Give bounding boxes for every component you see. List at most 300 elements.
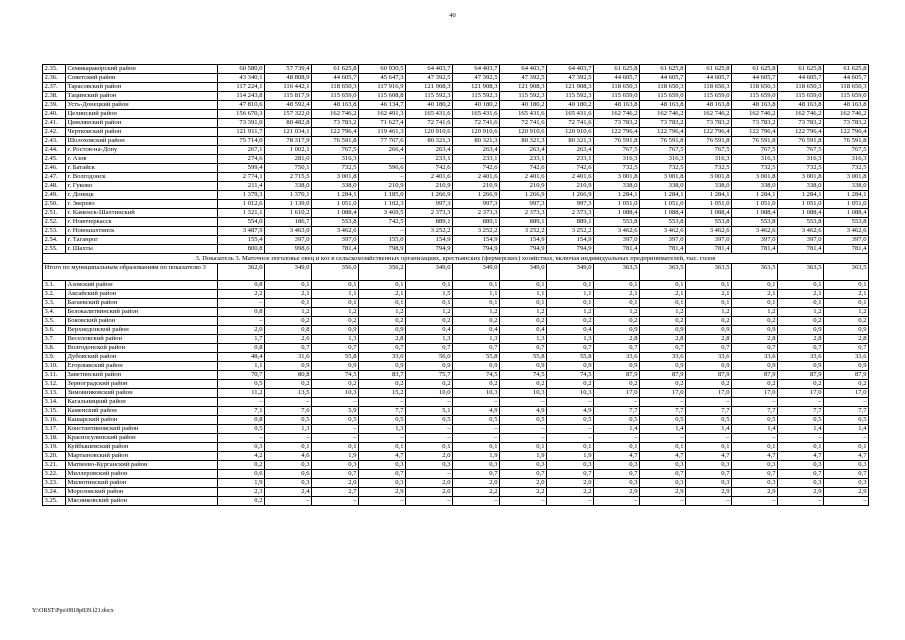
total-value-cell: 363,5 bbox=[640, 264, 686, 281]
value-cell: 7,7 bbox=[359, 407, 406, 416]
value-cell: 48 163,8 bbox=[640, 101, 686, 110]
value-cell: 0,1 bbox=[732, 443, 778, 452]
value-cell: 0,2 bbox=[500, 380, 547, 389]
value-cell: 118 650,3 bbox=[640, 83, 686, 92]
value-cell: 162 491,3 bbox=[359, 110, 406, 119]
value-cell: 4,7 bbox=[640, 452, 686, 461]
value-cell: 0,3 bbox=[732, 461, 778, 470]
value-cell: 233,1 bbox=[453, 155, 500, 164]
value-cell: – bbox=[547, 425, 594, 434]
value-cell: 162 746,2 bbox=[778, 110, 824, 119]
total-value-cell: 349,0 bbox=[453, 264, 500, 281]
value-cell: 1,2 bbox=[778, 308, 824, 317]
value-cell: 0,5 bbox=[359, 416, 406, 425]
table-block-indicator-3 bbox=[43, 281, 869, 506]
table-row bbox=[43, 407, 869, 416]
value-cell: 0,1 bbox=[453, 299, 500, 308]
value-cell: 17,0 bbox=[594, 389, 640, 398]
value-cell: 889,1 bbox=[547, 218, 594, 227]
value-cell: 2,2 bbox=[500, 488, 547, 497]
value-cell: 1 321,1 bbox=[218, 209, 265, 218]
row-name: Усть-Донецкий район bbox=[66, 101, 218, 110]
value-cell: 4,7 bbox=[686, 452, 732, 461]
footer-file-path: Y:\ORST\Ppo\0818p839.f21.docx bbox=[32, 608, 114, 614]
value-cell: 0,5 bbox=[686, 416, 732, 425]
value-cell: 64 403,7 bbox=[500, 65, 547, 74]
value-cell: 0,5 bbox=[265, 416, 312, 425]
row-name: Шолоховский район bbox=[66, 137, 218, 146]
row-code: 2.50. bbox=[43, 200, 66, 209]
value-cell: 767,5 bbox=[778, 146, 824, 155]
value-cell: 2,1 bbox=[732, 290, 778, 299]
value-cell: – bbox=[218, 398, 265, 407]
value-cell: 115 659,0 bbox=[732, 92, 778, 101]
value-cell: 553,8 bbox=[778, 218, 824, 227]
row-code: 2.46. bbox=[43, 164, 66, 173]
value-cell: 316,3 bbox=[824, 155, 869, 164]
row-code: 2.38. bbox=[43, 92, 66, 101]
value-cell: 0,2 bbox=[453, 380, 500, 389]
value-cell: 118 650,3 bbox=[594, 83, 640, 92]
value-cell: 10,3 bbox=[453, 389, 500, 398]
value-cell: 55,8 bbox=[547, 353, 594, 362]
value-cell: 2,9 bbox=[359, 488, 406, 497]
value-cell: 0,9 bbox=[686, 326, 732, 335]
value-cell: 0,2 bbox=[594, 380, 640, 389]
value-cell: 0,2 bbox=[500, 317, 547, 326]
value-cell: 0,2 bbox=[453, 317, 500, 326]
value-cell: 0,2 bbox=[265, 380, 312, 389]
value-cell: 0,1 bbox=[594, 443, 640, 452]
value-cell: 338,0 bbox=[824, 182, 869, 191]
value-cell: 889,1 bbox=[453, 218, 500, 227]
value-cell: 186,7 bbox=[265, 218, 312, 227]
value-cell: – bbox=[732, 398, 778, 407]
value-cell: 210,9 bbox=[406, 182, 453, 191]
value-cell: 60 930,5 bbox=[359, 65, 406, 74]
value-cell: 397,0 bbox=[265, 236, 312, 245]
value-cell: 121 908,3 bbox=[453, 83, 500, 92]
value-cell: 2,3 bbox=[218, 488, 265, 497]
table-row bbox=[43, 470, 869, 479]
value-cell: 0,3 bbox=[824, 479, 869, 488]
row-code: 2.47. bbox=[43, 173, 66, 182]
value-cell: 115 659,0 bbox=[594, 92, 640, 101]
value-cell: 115 817,9 bbox=[265, 92, 312, 101]
table-row bbox=[43, 155, 869, 164]
row-code: 3.12. bbox=[43, 380, 66, 389]
value-cell: 767,5 bbox=[686, 146, 732, 155]
row-code: 2.41. bbox=[43, 119, 66, 128]
value-cell: 117 916,9 bbox=[359, 83, 406, 92]
table-row bbox=[43, 317, 869, 326]
value-cell: 0,3 bbox=[265, 479, 312, 488]
value-cell: 47 392,5 bbox=[453, 74, 500, 83]
value-cell: 210,9 bbox=[500, 182, 547, 191]
value-cell: – bbox=[218, 317, 265, 326]
table-row bbox=[43, 227, 869, 236]
row-code: 3.24. bbox=[43, 488, 66, 497]
value-cell: 998,6 bbox=[265, 245, 312, 254]
value-cell: 0,6 bbox=[265, 470, 312, 479]
value-cell: 0,4 bbox=[406, 326, 453, 335]
row-name: г. Новочеркасск bbox=[66, 218, 218, 227]
table-row bbox=[43, 182, 869, 191]
value-cell: 162 746,2 bbox=[640, 110, 686, 119]
value-cell: 0,8 bbox=[218, 281, 265, 290]
row-code: 3.14. bbox=[43, 398, 66, 407]
value-cell: 117 224,1 bbox=[218, 83, 265, 92]
value-cell: 397,0 bbox=[778, 236, 824, 245]
value-cell: 118 650,3 bbox=[824, 83, 869, 92]
value-cell: 76 591,8 bbox=[824, 137, 869, 146]
value-cell: 0,1 bbox=[359, 281, 406, 290]
value-cell: 0,2 bbox=[312, 317, 359, 326]
row-code: 2.43. bbox=[43, 137, 66, 146]
value-cell: 1,3 bbox=[359, 425, 406, 434]
value-cell: 0,1 bbox=[547, 443, 594, 452]
value-cell: 553,8 bbox=[640, 218, 686, 227]
row-name: Константиновский район bbox=[66, 425, 218, 434]
value-cell: 2,0 bbox=[406, 479, 453, 488]
value-cell: 7,1 bbox=[218, 407, 265, 416]
value-cell: 48 163,8 bbox=[732, 101, 778, 110]
value-cell: 0,9 bbox=[732, 362, 778, 371]
row-name: Матвеево-Курганский район bbox=[66, 461, 218, 470]
table-row bbox=[43, 245, 869, 254]
value-cell: – bbox=[406, 497, 453, 506]
value-cell: 0,1 bbox=[265, 443, 312, 452]
value-cell: 0,5 bbox=[218, 380, 265, 389]
value-cell: 4,7 bbox=[824, 452, 869, 461]
value-cell: 1 088,4 bbox=[778, 209, 824, 218]
value-cell: 0,1 bbox=[453, 443, 500, 452]
value-cell: 87,9 bbox=[732, 371, 778, 380]
value-cell: 1 051,0 bbox=[312, 200, 359, 209]
value-cell: 2,9 bbox=[640, 488, 686, 497]
value-cell: 64 403,7 bbox=[547, 65, 594, 74]
value-cell: 0,3 bbox=[824, 461, 869, 470]
value-cell: – bbox=[312, 497, 359, 506]
value-cell: 553,8 bbox=[686, 218, 732, 227]
value-cell: 118 650,3 bbox=[686, 83, 732, 92]
table-row bbox=[43, 380, 869, 389]
value-cell: 0,3 bbox=[640, 461, 686, 470]
value-cell: 596,6 bbox=[359, 164, 406, 173]
value-cell: 43 340,1 bbox=[218, 74, 265, 83]
row-code: 2.45. bbox=[43, 155, 66, 164]
value-cell: 2,4 bbox=[265, 488, 312, 497]
table-row bbox=[43, 281, 869, 290]
value-cell: 2,9 bbox=[686, 488, 732, 497]
value-cell: 338,0 bbox=[265, 182, 312, 191]
table-row bbox=[43, 461, 869, 470]
value-cell: 997,3 bbox=[500, 200, 547, 209]
table-row bbox=[43, 362, 869, 371]
value-cell: 338,0 bbox=[312, 182, 359, 191]
value-cell: 4,7 bbox=[594, 452, 640, 461]
value-cell: 165 431,6 bbox=[406, 110, 453, 119]
row-name: г. Волгодонск bbox=[66, 173, 218, 182]
value-cell: 1 012,6 bbox=[218, 200, 265, 209]
value-cell: 154,9 bbox=[453, 236, 500, 245]
value-cell: 0,9 bbox=[312, 362, 359, 371]
value-cell: – bbox=[453, 497, 500, 506]
value-cell: 3 462,6 bbox=[686, 227, 732, 236]
total-value-cell: 363,5 bbox=[686, 264, 732, 281]
value-cell: 0,3 bbox=[312, 461, 359, 470]
row-name: Кагальницкий район bbox=[66, 398, 218, 407]
row-name: г. Гуково bbox=[66, 182, 218, 191]
indicator-table bbox=[42, 64, 869, 506]
value-cell: 233,1 bbox=[500, 155, 547, 164]
row-name: Боковский район bbox=[66, 317, 218, 326]
value-cell: 1 051,0 bbox=[686, 200, 732, 209]
value-cell: – bbox=[778, 497, 824, 506]
value-cell: 0,9 bbox=[265, 362, 312, 371]
row-code: 2.55. bbox=[43, 245, 66, 254]
value-cell: 0,5 bbox=[218, 425, 265, 434]
value-cell: 1 051,0 bbox=[732, 200, 778, 209]
total-value-cell: 349,0 bbox=[547, 264, 594, 281]
value-cell: 767,5 bbox=[732, 146, 778, 155]
value-cell: 2,0 bbox=[406, 488, 453, 497]
value-cell: 121 911,7 bbox=[218, 128, 265, 137]
row-code: 3.4. bbox=[43, 308, 66, 317]
total-value-cell: 349,0 bbox=[406, 264, 453, 281]
value-cell: 33,6 bbox=[824, 353, 869, 362]
value-cell: 0,7 bbox=[778, 344, 824, 353]
value-cell: 0,1 bbox=[594, 299, 640, 308]
value-cell: 397,0 bbox=[686, 236, 732, 245]
value-cell: 87,9 bbox=[594, 371, 640, 380]
row-name: Веселовский район bbox=[66, 335, 218, 344]
value-cell: 120 910,6 bbox=[547, 128, 594, 137]
value-cell: 7,7 bbox=[686, 407, 732, 416]
value-cell: 2,0 bbox=[547, 479, 594, 488]
value-cell: 0,1 bbox=[500, 443, 547, 452]
value-cell: 1,3 bbox=[547, 335, 594, 344]
value-cell: 742,5 bbox=[359, 218, 406, 227]
value-cell: 1,4 bbox=[594, 425, 640, 434]
value-cell: 3 487,9 bbox=[218, 227, 265, 236]
value-cell: 55,8 bbox=[312, 353, 359, 362]
row-name: Волгодонской район bbox=[66, 344, 218, 353]
value-cell: 33,6 bbox=[686, 353, 732, 362]
table-row bbox=[43, 290, 869, 299]
value-cell: 162 746,2 bbox=[732, 110, 778, 119]
value-cell: 1,4 bbox=[824, 425, 869, 434]
value-cell: – bbox=[732, 434, 778, 443]
value-cell: 77 767,6 bbox=[359, 137, 406, 146]
value-cell: 44 605,7 bbox=[594, 74, 640, 83]
value-cell: 1 284,1 bbox=[686, 191, 732, 200]
row-name: г. Зверево bbox=[66, 200, 218, 209]
value-cell: 1,4 bbox=[778, 425, 824, 434]
value-cell: 76 591,8 bbox=[312, 137, 359, 146]
value-cell: 2 373,3 bbox=[406, 209, 453, 218]
value-cell: 0,1 bbox=[640, 443, 686, 452]
value-cell: – bbox=[359, 398, 406, 407]
value-cell: 87,9 bbox=[824, 371, 869, 380]
value-cell: 0,2 bbox=[265, 317, 312, 326]
value-cell: 115 592,3 bbox=[406, 92, 453, 101]
table-row bbox=[43, 344, 869, 353]
value-cell: 1,2 bbox=[359, 308, 406, 317]
table-row bbox=[43, 479, 869, 488]
value-cell: – bbox=[547, 434, 594, 443]
table-row bbox=[43, 488, 869, 497]
value-cell: 75,7 bbox=[406, 371, 453, 380]
value-cell: 4,2 bbox=[218, 452, 265, 461]
value-cell: 0,1 bbox=[312, 299, 359, 308]
value-cell: 732,5 bbox=[778, 164, 824, 173]
value-cell: – bbox=[312, 434, 359, 443]
value-cell: 2,8 bbox=[640, 335, 686, 344]
row-name: г. Азов bbox=[66, 155, 218, 164]
value-cell: 1,4 bbox=[732, 425, 778, 434]
value-cell: 156 670,3 bbox=[218, 110, 265, 119]
value-cell: 0,7 bbox=[686, 344, 732, 353]
value-cell: 115 659,0 bbox=[312, 92, 359, 101]
value-cell: 80 321,3 bbox=[547, 137, 594, 146]
value-cell: 0,9 bbox=[824, 326, 869, 335]
value-cell: 48 163,8 bbox=[778, 101, 824, 110]
value-cell: 1,2 bbox=[594, 308, 640, 317]
value-cell: 73 783,2 bbox=[312, 119, 359, 128]
value-cell: 0,1 bbox=[406, 281, 453, 290]
value-cell: 71 627,4 bbox=[359, 119, 406, 128]
value-cell: 0,1 bbox=[547, 281, 594, 290]
value-cell: 74,5 bbox=[312, 371, 359, 380]
value-cell: 0,1 bbox=[778, 443, 824, 452]
value-cell: 1,3 bbox=[406, 335, 453, 344]
value-cell: 61 625,8 bbox=[640, 65, 686, 74]
value-cell: 767,5 bbox=[594, 146, 640, 155]
value-cell: 742,6 bbox=[547, 164, 594, 173]
row-name: Мартыновский район bbox=[66, 452, 218, 461]
value-cell: 2,8 bbox=[824, 335, 869, 344]
value-cell: 1,2 bbox=[640, 308, 686, 317]
value-cell: 0,1 bbox=[547, 299, 594, 308]
value-cell: 211,4 bbox=[218, 182, 265, 191]
value-cell: 3 462,6 bbox=[594, 227, 640, 236]
value-cell: 0,3 bbox=[594, 461, 640, 470]
value-cell: 44 605,7 bbox=[640, 74, 686, 83]
value-cell: 3 001,8 bbox=[732, 173, 778, 182]
value-cell: 0,9 bbox=[778, 326, 824, 335]
value-cell: 0,7 bbox=[640, 470, 686, 479]
value-cell: 1 379,3 bbox=[218, 191, 265, 200]
row-name: Белокалитвинский район bbox=[66, 308, 218, 317]
value-cell: 87,9 bbox=[640, 371, 686, 380]
value-cell: 1,7 bbox=[218, 335, 265, 344]
value-cell: – bbox=[594, 434, 640, 443]
row-code: 2.54. bbox=[43, 236, 66, 245]
value-cell: 0,5 bbox=[453, 416, 500, 425]
row-name: Морозовский район bbox=[66, 488, 218, 497]
total-value-cell: 349,0 bbox=[500, 264, 547, 281]
row-code: 3.22. bbox=[43, 470, 66, 479]
value-cell: 1 284,1 bbox=[778, 191, 824, 200]
value-cell: 44 605,7 bbox=[732, 74, 778, 83]
value-cell: 87,9 bbox=[778, 371, 824, 380]
value-cell: 40 180,2 bbox=[547, 101, 594, 110]
value-cell: 2 774,1 bbox=[218, 173, 265, 182]
value-cell: – bbox=[406, 470, 453, 479]
value-cell: 44 605,7 bbox=[824, 74, 869, 83]
row-code: 2.36. bbox=[43, 74, 66, 83]
value-cell: 0,1 bbox=[406, 443, 453, 452]
total-value-cell: 356,0 bbox=[312, 264, 359, 281]
value-cell: 0,1 bbox=[359, 443, 406, 452]
value-cell: 0,3 bbox=[640, 479, 686, 488]
value-cell: 2,8 bbox=[686, 335, 732, 344]
value-cell: 2,0 bbox=[312, 479, 359, 488]
value-cell: – bbox=[547, 497, 594, 506]
value-cell: 2,1 bbox=[265, 290, 312, 299]
value-cell: 1 284,1 bbox=[312, 191, 359, 200]
value-cell: 40 180,2 bbox=[453, 101, 500, 110]
value-cell: 0,2 bbox=[359, 317, 406, 326]
value-cell: 397,0 bbox=[824, 236, 869, 245]
value-cell: – bbox=[453, 425, 500, 434]
row-code: 3.13. bbox=[43, 389, 66, 398]
value-cell: 0,2 bbox=[824, 380, 869, 389]
value-cell: 0,9 bbox=[640, 326, 686, 335]
value-cell: 3 462,6 bbox=[640, 227, 686, 236]
value-cell: 742,6 bbox=[406, 164, 453, 173]
value-cell: 0,1 bbox=[265, 299, 312, 308]
value-cell: 0,5 bbox=[406, 416, 453, 425]
value-cell: 263,4 bbox=[406, 146, 453, 155]
value-cell: 0,3 bbox=[359, 479, 406, 488]
table-block-indicator-2 bbox=[43, 65, 869, 254]
value-cell: 0,7 bbox=[500, 470, 547, 479]
value-cell: 1,2 bbox=[824, 308, 869, 317]
value-cell: – bbox=[824, 497, 869, 506]
value-cell: 0,2 bbox=[359, 380, 406, 389]
value-cell: 74,5 bbox=[500, 371, 547, 380]
value-cell: 0,9 bbox=[732, 326, 778, 335]
value-cell: 0,1 bbox=[732, 281, 778, 290]
value-cell: 1,1 bbox=[547, 290, 594, 299]
row-name: Мясниковский район bbox=[66, 497, 218, 506]
value-cell: 2 715,5 bbox=[265, 173, 312, 182]
value-cell: 115 592,3 bbox=[547, 92, 594, 101]
value-cell: 60 580,0 bbox=[218, 65, 265, 74]
value-cell: 798,9 bbox=[359, 245, 406, 254]
value-cell: – bbox=[359, 434, 406, 443]
value-cell: 233,1 bbox=[547, 155, 594, 164]
table-row bbox=[43, 173, 869, 182]
value-cell: 0,3 bbox=[686, 461, 732, 470]
value-cell: 2,0 bbox=[218, 326, 265, 335]
value-cell: 162 746,2 bbox=[312, 110, 359, 119]
value-cell: 56,0 bbox=[406, 353, 453, 362]
value-cell: 397,0 bbox=[640, 236, 686, 245]
value-cell: 116 442,1 bbox=[265, 83, 312, 92]
value-cell: 781,4 bbox=[824, 245, 869, 254]
value-cell: 0,4 bbox=[500, 326, 547, 335]
value-cell: 338,0 bbox=[640, 182, 686, 191]
value-cell: 10,3 bbox=[312, 389, 359, 398]
value-cell: 121 908,3 bbox=[500, 83, 547, 92]
value-cell: 2,8 bbox=[732, 335, 778, 344]
value-cell: 48 163,8 bbox=[824, 101, 869, 110]
value-cell: 1 051,0 bbox=[594, 200, 640, 209]
table-row bbox=[43, 164, 869, 173]
